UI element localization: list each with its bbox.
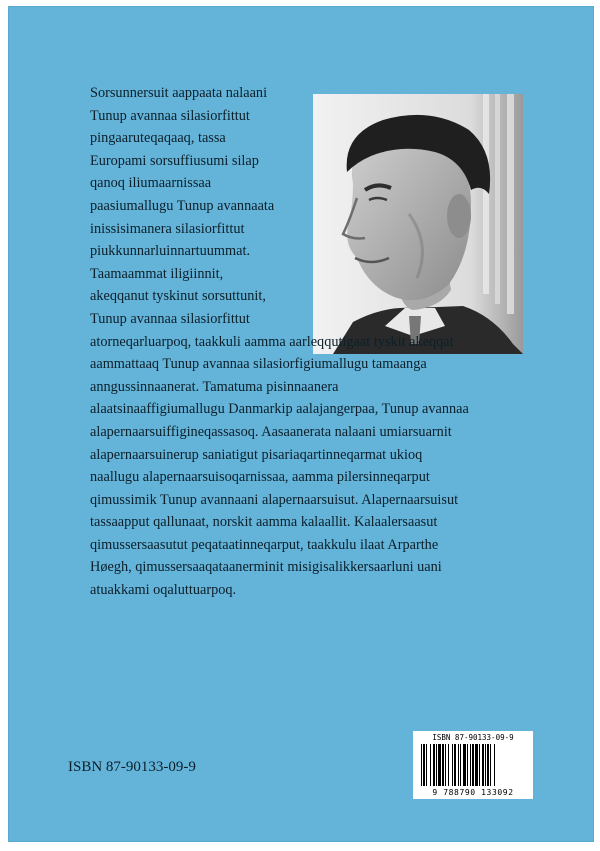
blurb-line: Tunup avannaa silasiorfittut [90, 107, 250, 124]
blurb-line: Sorsunnersuit aappaata nalaani [90, 85, 268, 101]
barcode-digits: 9 788790 133092 [432, 788, 514, 797]
blurb-line: atorneqarluarpoq, taakkuli aamma aarleqqutigaat tyskit akeqqat [90, 333, 454, 350]
blurb-line: Tunup avannaa silasiorfittut [90, 310, 250, 327]
blurb-line: inissisimanera silasiorfittut [90, 220, 245, 237]
blurb-text [90, 82, 560, 602]
blurb-line: tassaapput qallunaat, norskit aamma kalaallit. Kalaalersaasut [90, 514, 438, 531]
blurb-line: paasiumallugu Tunup avannaata [90, 197, 275, 214]
blurb-line: alapernaarsuinerup saniatigut pisariaqartinneqarmat ukioq [90, 446, 423, 463]
blurb-line: alaatsinaaffigiumallugu Danmarkip aalajangerpaa, Tunup avannaa [90, 401, 469, 418]
blurb-line: akeqqanut tyskinut sorsuttunit, [90, 288, 266, 305]
blurb-line: alapernaarsuiffigineqassasoq. Aasaanerata nalaani umiarsuarnit [90, 423, 452, 440]
blurb-line: Europami sorsuffiusumi silap [90, 152, 259, 169]
blurb-line: qimussersaasutut peqataatinneqarput, taakkulu ilaat Arparthe [90, 536, 439, 553]
back-cover [8, 6, 594, 842]
barcode [413, 731, 533, 799]
blurb-line: qanoq iliumaarnissaa [90, 175, 212, 192]
blurb-line: qimussimik Tunup avannaani alapernaarsuisut. Alapernaarsuisut [90, 491, 459, 508]
blurb-line: atuakkami oqaluttuarpoq. [90, 582, 237, 599]
blurb-line: anngussinnaanerat. Tamatuma pisinnaanera [90, 378, 339, 395]
blurb-line: naallugu alapernaarsuisoqarnissaa, aamma pilersinneqarput [90, 469, 430, 486]
barcode-bars [421, 744, 525, 786]
barcode-isbn-label: ISBN 87-90133-09-9 [432, 733, 514, 742]
blurb-line: aammattaaq Tunup avannaa silasiorfigiumallugu tamaanga [90, 356, 427, 373]
isbn-number: ISBN 87-90133-09-9 [68, 759, 196, 775]
blurb-line: pingaaruteqaqaaq, tassa [90, 130, 226, 147]
blurb-line: Høegh, qimussersaaqataanerminit misigisalikkersaarluni uani [90, 559, 442, 576]
blurb-line: Taamaammat iligiinnit, [90, 265, 224, 282]
blurb-line: piukkunnarluinnartuummat. [90, 243, 251, 260]
